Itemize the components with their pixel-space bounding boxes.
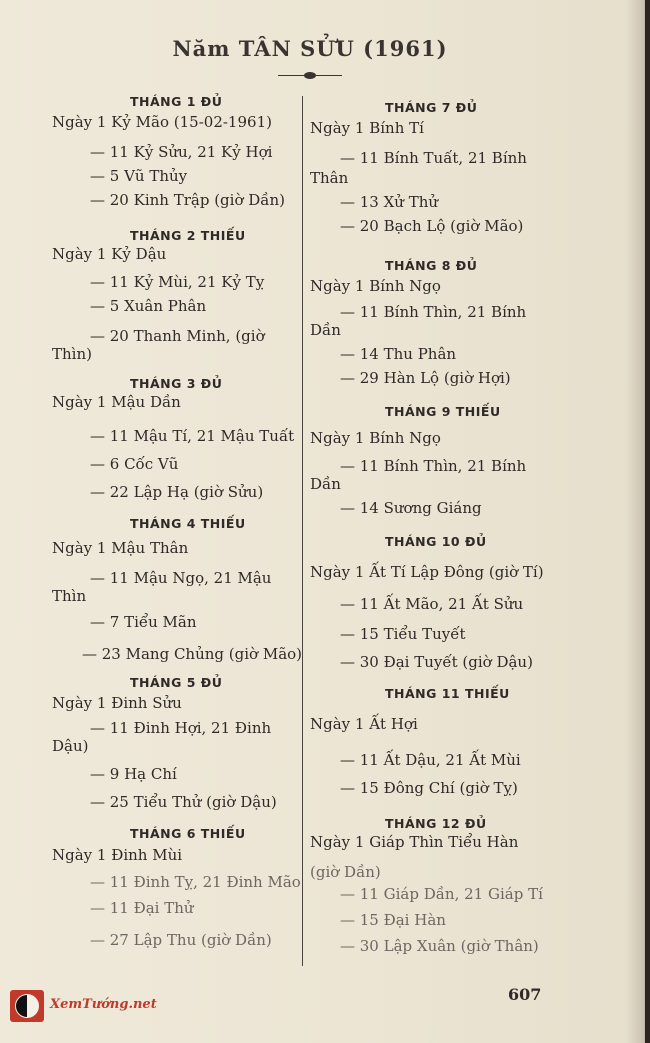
month-start-day: Ngày 1 Bính Tí	[310, 119, 424, 137]
calendar-entry: — 11 Đinh Tỵ, 21 Đinh Mão	[90, 873, 301, 891]
calendar-entry: Thìn)	[52, 345, 92, 363]
calendar-entry: — 11 Bính Thìn, 21 Bính	[340, 457, 527, 475]
calendar-entry: — 11 Mậu Ngọ, 21 Mậu	[90, 569, 272, 587]
month-start-day: Ngày 1 Đinh Mùi	[52, 846, 183, 864]
month-heading: THÁNG 9 THIẾU	[385, 404, 501, 419]
month-start-day: Ngày 1 Bính Ngọ	[310, 277, 441, 295]
calendar-entry: — 6 Cốc Vũ	[90, 455, 179, 473]
month-start-day: Ngày 1 Mậu Dần	[52, 393, 181, 411]
calendar-entry: (giờ Dần)	[310, 863, 381, 881]
month-start-day: Ngày 1 Kỷ Mão (15-02-1961)	[52, 113, 272, 131]
calendar-entry: Dần	[310, 321, 341, 339]
month-heading: THÁNG 2 THIẾU	[130, 228, 246, 243]
calendar-entry: — 11 Kỷ Sửu, 21 Kỷ Hợi	[90, 143, 273, 161]
calendar-entry: Dậu)	[52, 737, 89, 755]
watermark-text: XemTướng.net	[50, 997, 157, 1012]
calendar-entry: — 11 Đại Thử	[90, 899, 194, 917]
month-heading: THÁNG 8 ĐỦ	[385, 258, 478, 273]
calendar-entry: — 30 Lập Xuân (giờ Thân)	[340, 937, 539, 955]
calendar-entry: — 27 Lập Thu (giờ Dần)	[90, 931, 272, 949]
month-heading: THÁNG 1 ĐỦ	[130, 94, 223, 109]
calendar-entry: — 9 Hạ Chí	[90, 765, 177, 783]
calendar-entry: Thìn	[52, 587, 87, 605]
month-heading: THÁNG 6 THIẾU	[130, 826, 246, 841]
month-heading: THÁNG 11 THIẾU	[385, 686, 510, 701]
month-heading: THÁNG 10 ĐỦ	[385, 534, 487, 549]
page-edge	[626, 0, 644, 1043]
page-number: 607	[508, 985, 542, 1004]
calendar-entry: — 25 Tiểu Thử (giờ Dậu)	[90, 793, 277, 811]
calendar-entry: — 5 Vũ Thủy	[90, 167, 188, 185]
month-start-day: Ngày 1 Kỷ Dậu	[52, 245, 167, 263]
calendar-entry: — 11 Bính Tuất, 21 Bính	[340, 149, 527, 167]
calendar-entry: — 13 Xử Thử	[340, 193, 439, 211]
page-title: Năm TÂN SỬU (1961)	[172, 36, 448, 61]
month-heading: THÁNG 12 ĐỦ	[385, 816, 487, 831]
calendar-entry: — 11 Kỷ Mùi, 21 Kỷ Tỵ	[90, 273, 265, 291]
month-start-day: Ngày 1 Bính Ngọ	[310, 429, 441, 447]
watermark-logo	[10, 990, 170, 1026]
month-start-day: Ngày 1 Đinh Sửu	[52, 694, 182, 712]
calendar-entry: — 29 Hàn Lộ (giờ Hợi)	[340, 369, 511, 387]
calendar-entry: — 15 Tiểu Tuyết	[340, 625, 466, 643]
month-heading: THÁNG 3 ĐỦ	[130, 376, 223, 391]
calendar-entry: — 11 Đinh Hợi, 21 Đinh	[90, 719, 272, 737]
month-heading: THÁNG 5 ĐỦ	[130, 675, 223, 690]
month-start-day: Ngày 1 Ất Hợi	[310, 715, 418, 733]
calendar-entry: — 14 Sương Giáng	[340, 499, 482, 517]
calendar-entry: — 22 Lập Hạ (giờ Sửu)	[90, 483, 264, 501]
month-heading: THÁNG 4 THIẾU	[130, 516, 246, 531]
calendar-entry: — 20 Kinh Trập (giờ Dần)	[90, 191, 285, 209]
calendar-entry: — 5 Xuân Phân	[90, 297, 207, 315]
calendar-entry: — 11 Ất Dậu, 21 Ất Mùi	[340, 751, 521, 769]
calendar-entry: — 20 Bạch Lộ (giờ Mão)	[340, 217, 524, 235]
calendar-entry: — 11 Ất Mão, 21 Ất Sửu	[340, 595, 524, 613]
calendar-entry: — 15 Đại Hàn	[340, 911, 446, 929]
calendar-entry: — 7 Tiểu Mãn	[90, 613, 197, 631]
calendar-entry: — 14 Thu Phân	[340, 345, 457, 363]
calendar-entry: — 11 Mậu Tí, 21 Mậu Tuất	[90, 427, 295, 445]
title-ornament	[278, 72, 342, 80]
month-start-day: Ngày 1 Ất Tí Lập Đông (giờ Tí)	[310, 563, 544, 581]
yin-yang-icon	[10, 990, 44, 1022]
month-start-day: Ngày 1 Mậu Thân	[52, 539, 189, 557]
column-divider	[302, 96, 303, 966]
calendar-entry: Dần	[310, 475, 341, 493]
calendar-entry: — 30 Đại Tuyết (giờ Dậu)	[340, 653, 533, 671]
calendar-entry: — 20 Thanh Minh, (giờ	[90, 327, 265, 345]
calendar-entry: — 11 Bính Thìn, 21 Bính	[340, 303, 527, 321]
month-start-day: Ngày 1 Giáp Thìn Tiểu Hàn	[310, 833, 519, 851]
calendar-entry: — 23 Mang Chủng (giờ Mão)	[82, 645, 303, 663]
calendar-entry: — 11 Giáp Dần, 21 Giáp Tí	[340, 885, 543, 903]
calendar-entry: Thân	[310, 169, 349, 187]
calendar-entry: — 15 Đông Chí (giờ Tỵ)	[340, 779, 518, 797]
month-heading: THÁNG 7 ĐỦ	[385, 100, 478, 115]
